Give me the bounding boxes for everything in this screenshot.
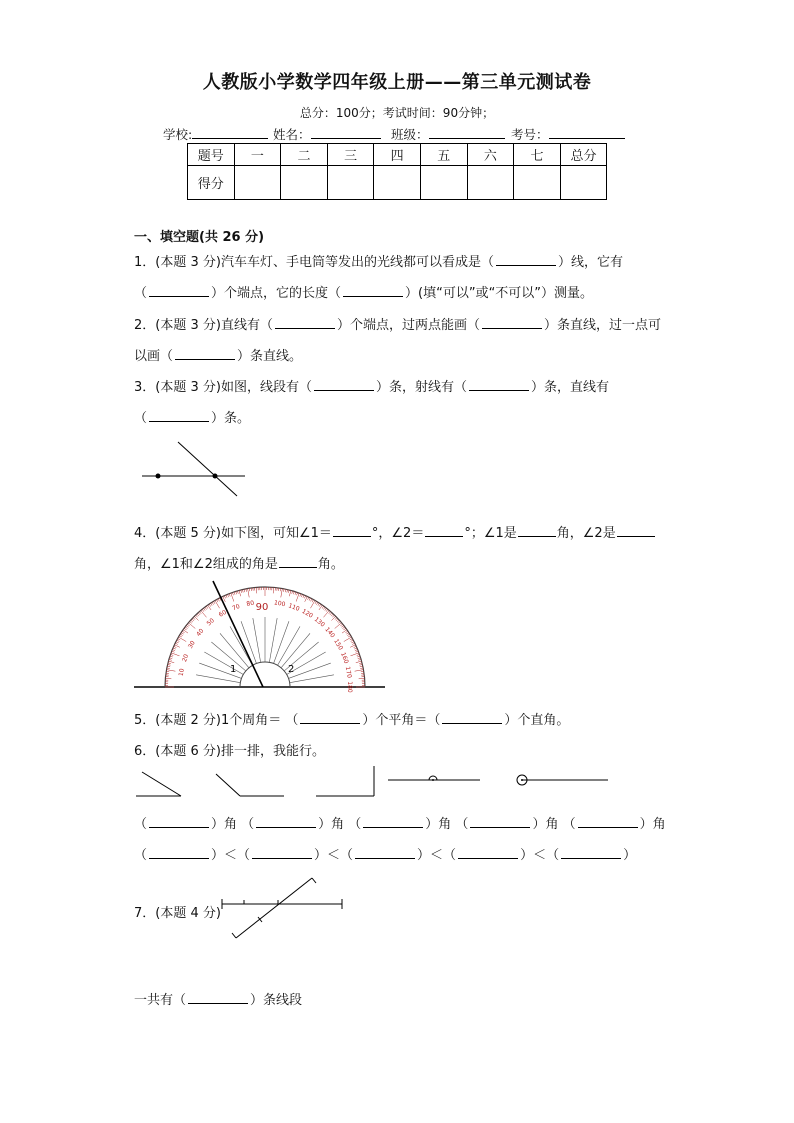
- protractor-tick: [351, 642, 354, 643]
- score-table-score-row: [188, 166, 607, 200]
- protractor-tick: [319, 604, 321, 606]
- protractor-tick: [311, 599, 312, 602]
- angle-figure-1: [136, 772, 181, 796]
- protractor-tick: [350, 639, 353, 640]
- protractor-tick: [215, 600, 220, 608]
- protractor-tick: [326, 609, 328, 611]
- score-cell[interactable]: [281, 166, 328, 200]
- protractor-tick: [239, 590, 241, 596]
- answer-blank[interactable]: [279, 555, 317, 568]
- protractor-tick: [171, 653, 179, 656]
- score-table: [187, 143, 607, 200]
- protractor-tick: [187, 624, 189, 626]
- answer-blank[interactable]: [175, 347, 235, 360]
- point-right: [213, 474, 218, 479]
- answer-blank[interactable]: [561, 846, 621, 859]
- question-3-line-1: 3．(本题 3 分)如图，线段有（ ）条，射线有（ ）条，直线有: [134, 380, 609, 395]
- protractor-tick-label: 20: [181, 653, 191, 663]
- protractor-ray: [196, 675, 240, 683]
- protractor-tick: [356, 661, 362, 663]
- protractor-tick: [329, 612, 331, 614]
- question-4-line-2: 角，∠1和∠2组成的角是 角。: [134, 557, 344, 572]
- protractor-tick: [186, 625, 188, 627]
- answer-blank[interactable]: [518, 524, 556, 537]
- protractor-tick: [206, 606, 208, 608]
- protractor-tick-label: 80: [245, 599, 255, 608]
- angle-figure-3: [316, 766, 374, 796]
- answer-blank[interactable]: [343, 284, 403, 297]
- protractor-tick: [182, 631, 184, 633]
- protractor-tick: [192, 619, 194, 621]
- protractor-tick: [180, 634, 183, 636]
- q3-line-figure: [140, 438, 250, 500]
- protractor-tick: [308, 597, 309, 600]
- protractor-tick: [322, 606, 324, 608]
- protractor-tick: [337, 620, 339, 622]
- question-7-answer: 一共有（ ）条线段: [134, 993, 303, 1008]
- point-left: [156, 474, 161, 479]
- protractor-tick: [181, 633, 184, 635]
- answer-blank[interactable]: [149, 815, 209, 828]
- protractor-tick: [344, 637, 352, 642]
- exam-title: 人教版小学数学四年级上册——第三单元测试卷: [202, 72, 592, 93]
- protractor-tick: [218, 599, 219, 602]
- protractor-tick-label: 150: [332, 638, 345, 652]
- protractor-tick: [323, 607, 325, 609]
- question-5: 5．(本题 2 分)1个周角＝ （ ）个平角＝（ ）个直角。: [134, 713, 570, 728]
- protractor-tick: [193, 618, 195, 620]
- protractor-tick: [177, 640, 180, 641]
- protractor-tick: [338, 621, 340, 623]
- protractor-tick: [289, 590, 291, 596]
- protractor-tick: [351, 640, 354, 641]
- protractor-90-label: 90: [255, 602, 269, 613]
- question-2-line-2: 以画（ ）条直线。: [134, 349, 303, 364]
- angle-1-label: 1: [230, 664, 237, 675]
- protractor-figure: [130, 575, 390, 695]
- score-header-cell: 二: [281, 144, 328, 166]
- protractor-tick: [183, 630, 188, 633]
- protractor-tick: [194, 616, 198, 620]
- score-cell[interactable]: [514, 166, 561, 200]
- question-7-label: 7．(本题 4 分): [134, 906, 221, 921]
- slanted-segment: [236, 878, 312, 938]
- score-cell[interactable]: [467, 166, 514, 200]
- question-2-line-1: 2．(本题 3 分)直线有（ ）个端点，过两点能画（ ）条直线，过一点可: [134, 318, 661, 333]
- class-blank[interactable]: [429, 126, 505, 139]
- protractor-tick: [355, 670, 364, 672]
- protractor-tick: [248, 589, 250, 598]
- protractor-tick-label: 130: [312, 615, 326, 629]
- protractor-tick: [256, 587, 257, 593]
- protractor-tick: [330, 613, 332, 615]
- answer-blank[interactable]: [149, 284, 209, 297]
- exam-subtitle: 总分：100分；考试时间：90分钟；: [299, 106, 495, 120]
- answer-blank[interactable]: [442, 711, 502, 724]
- score-cell[interactable]: [420, 166, 467, 200]
- answer-blank[interactable]: [333, 524, 371, 537]
- protractor-tick: [351, 653, 359, 656]
- answer-blank[interactable]: [252, 846, 312, 859]
- protractor-ray: [220, 633, 249, 667]
- protractor-tick: [336, 619, 338, 621]
- protractor-tick: [213, 601, 215, 604]
- protractor-ray: [288, 663, 330, 678]
- protractor-ray: [211, 642, 245, 671]
- q7-segment-figure: [220, 874, 350, 944]
- protractor-ray: [269, 618, 277, 662]
- question-1-line-1: 1．(本题 3 分)汽车车灯、手电筒等发出的光线都可以看成是（ ）线，它有: [134, 255, 623, 270]
- name-blank[interactable]: [311, 126, 381, 139]
- protractor-tick: [359, 678, 365, 679]
- protractor-tick-label: 170: [343, 666, 353, 679]
- answer-blank[interactable]: [482, 316, 542, 329]
- protractor-tick: [325, 608, 327, 610]
- protractor-tick: [281, 589, 283, 598]
- protractor-tick: [168, 661, 174, 663]
- answer-blank[interactable]: [355, 846, 415, 859]
- score-header-cell: 六: [467, 144, 514, 166]
- class-label: 班级：: [391, 127, 429, 142]
- answer-blank[interactable]: [617, 524, 655, 537]
- protractor-tick: [178, 637, 186, 642]
- answer-blank[interactable]: [149, 409, 209, 422]
- protractor-tick: [196, 615, 198, 617]
- answer-blank[interactable]: [275, 316, 335, 329]
- score-cell[interactable]: [374, 166, 421, 200]
- protractor-tick: [340, 624, 342, 626]
- protractor-tick-label: 30: [186, 639, 197, 650]
- answer-blank[interactable]: [425, 524, 463, 537]
- protractor-tick: [332, 615, 334, 617]
- name-label: 姓名：: [273, 127, 311, 142]
- protractor-ray: [253, 618, 261, 662]
- protractor-tick: [345, 631, 347, 633]
- protractor-tick: [209, 604, 211, 606]
- score-cell[interactable]: [560, 166, 607, 200]
- protractor-tick: [176, 642, 179, 643]
- protractor-tick: [185, 627, 187, 629]
- answer-blank[interactable]: [149, 846, 209, 859]
- protractor-tick: [318, 603, 320, 606]
- protractor-tick: [197, 614, 199, 616]
- protractor-tick: [341, 625, 343, 627]
- protractor-tick: [205, 607, 207, 609]
- angle-figure-2: [216, 774, 284, 796]
- answer-blank[interactable]: [256, 815, 316, 828]
- answer-blank[interactable]: [188, 991, 248, 1004]
- score-header-cell: 五: [420, 144, 467, 166]
- answer-blank[interactable]: [300, 711, 360, 724]
- protractor-tick: [354, 646, 357, 647]
- protractor-tick: [190, 621, 192, 623]
- protractor-tick-label: 180: [346, 681, 353, 693]
- protractor-tick: [184, 628, 186, 630]
- answer-blank[interactable]: [363, 815, 423, 828]
- protractor-tick: [331, 614, 333, 616]
- protractor-tick: [198, 613, 200, 615]
- answer-blank[interactable]: [314, 378, 374, 391]
- protractor-tick-label: 40: [195, 627, 206, 638]
- protractor-tick: [342, 627, 344, 629]
- protractor-tick: [203, 608, 205, 610]
- answer-blank[interactable]: [496, 253, 556, 266]
- answer-blank[interactable]: [458, 846, 518, 859]
- protractor-tick: [178, 639, 181, 640]
- school-field[interactable]: [163, 125, 268, 143]
- protractor-tick: [311, 600, 316, 608]
- protractor-tick: [342, 630, 347, 633]
- protractor-tick-label: 70: [231, 603, 241, 613]
- school-label: 学校:: [163, 127, 193, 142]
- protractor-tick: [212, 602, 214, 605]
- protractor-tick: [347, 634, 350, 636]
- name-field[interactable]: [273, 125, 381, 143]
- protractor-tick: [211, 603, 213, 606]
- protractor-tick: [352, 643, 355, 644]
- protractor-tick-label: 120: [300, 607, 314, 620]
- protractor-tick: [331, 616, 335, 620]
- question-3-line-2: （ ）条。: [134, 411, 251, 426]
- score-cell[interactable]: [234, 166, 281, 200]
- protractor-tick: [343, 628, 345, 630]
- protractor-tick: [202, 609, 204, 611]
- protractor-tick: [217, 600, 218, 603]
- school-blank[interactable]: [192, 126, 268, 139]
- answer-blank[interactable]: [578, 815, 638, 828]
- protractor-tick: [335, 618, 337, 620]
- protractor-ray: [274, 621, 289, 663]
- q6-angle-figures: [134, 764, 614, 804]
- number-blank[interactable]: [549, 126, 625, 139]
- score-table-header-row: [188, 144, 607, 166]
- number-field[interactable]: [511, 125, 625, 143]
- protractor-tick: [231, 593, 234, 601]
- score-header-cell: 四: [374, 144, 421, 166]
- protractor-tick: [348, 635, 351, 637]
- protractor-tick-label: 140: [323, 626, 337, 640]
- score-header-cell: 题号: [188, 144, 235, 166]
- protractor-ray: [290, 675, 334, 683]
- protractor-tick: [309, 598, 310, 601]
- protractor-tick-label: 10: [177, 667, 186, 677]
- protractor-tick: [174, 646, 177, 647]
- protractor-tick: [179, 635, 182, 637]
- score-cell[interactable]: [327, 166, 374, 200]
- score-row-label: 得分: [188, 166, 235, 200]
- answer-blank[interactable]: [470, 815, 530, 828]
- protractor-tick: [199, 612, 201, 614]
- protractor-tick: [165, 678, 171, 679]
- protractor-tick-label: 50: [205, 617, 216, 628]
- angle-figure-4: [388, 776, 480, 781]
- protractor-tick: [208, 605, 211, 610]
- protractor-tick-label: 60: [217, 608, 228, 619]
- protractor-tick: [346, 633, 349, 635]
- angle-figure-5: [517, 775, 608, 785]
- protractor-tick-label: 110: [287, 602, 301, 613]
- protractor-tick: [319, 605, 322, 610]
- protractor-tick: [273, 587, 274, 593]
- protractor-ray: [281, 633, 310, 667]
- protractor-tick: [315, 601, 317, 604]
- protractor-tick: [296, 593, 299, 601]
- number-label: 考号：: [511, 127, 549, 142]
- protractor-tick: [312, 600, 313, 603]
- protractor-tick-label: 100: [273, 599, 286, 609]
- protractor-tick: [191, 620, 193, 622]
- class-field[interactable]: [391, 125, 505, 143]
- question-6-angle-row: （ ）角 （ ）角 （ ）角 （ ）角 （ ）角: [134, 817, 666, 832]
- question-4-line-1: 4．(本题 5 分)如下图，可知∠1＝ °，∠2＝ °；∠1是 角，∠2是: [134, 522, 656, 541]
- question-1-line-2: （ ）个端点，它的长度（ ）(填“可以”或“不可以”）测量。: [134, 286, 594, 301]
- slanted-line: [178, 442, 237, 496]
- protractor-ray: [278, 626, 301, 665]
- protractor-tick: [175, 643, 178, 644]
- section-title: 一、填空题(共 26 分): [134, 230, 265, 245]
- score-header-cell: 一: [234, 144, 281, 166]
- protractor-tick-label: 160: [339, 651, 350, 665]
- protractor-tick: [316, 602, 318, 605]
- score-header-cell: 三: [327, 144, 374, 166]
- question-6-title: 6．(本题 6 分)排一排，我能行。: [134, 744, 325, 759]
- protractor-ray: [204, 652, 243, 675]
- score-header-cell: 总分: [560, 144, 607, 166]
- protractor-tick: [167, 670, 176, 672]
- protractor-ray: [230, 626, 253, 665]
- answer-blank[interactable]: [469, 378, 529, 391]
- question-6-order-row: （ ）＜（ ）＜（ ）＜（ ）＜（ ）: [134, 848, 637, 863]
- angle-2-label: 2: [288, 664, 295, 675]
- score-header-cell: 七: [514, 144, 561, 166]
